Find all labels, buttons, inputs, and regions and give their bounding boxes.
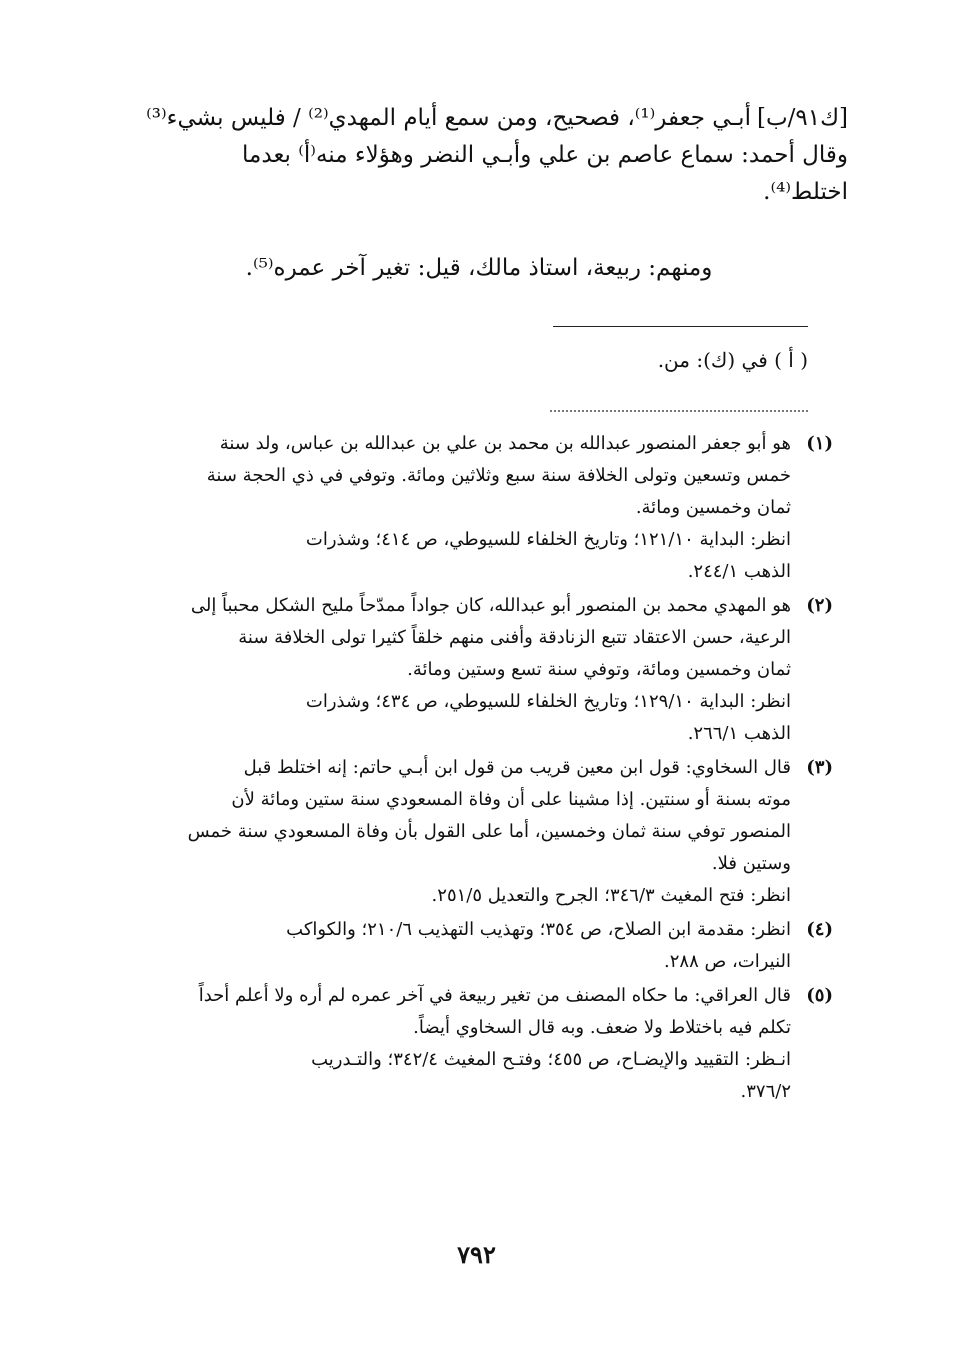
footnotes bbox=[133, 428, 833, 1110]
footnote-number: (٥) bbox=[806, 985, 833, 1006]
footnote-number: (١) bbox=[806, 433, 833, 454]
footnote-line: الذهب ٢٤٤/١. bbox=[687, 561, 791, 582]
footnote-number: (٢) bbox=[806, 595, 833, 616]
footnote-line: انـظر: التقييد والإيضـاح، ص ٤٥٥؛ وفتـح المغيث ٣٤٢/٤؛ والتـدريب bbox=[311, 1049, 791, 1070]
footnote-line: هو أبو جعفر المنصور عبدالله بن محمد بن علي بن عبدالله بن عباس، ولد سنة bbox=[219, 433, 791, 454]
footnote-number: (٣) bbox=[806, 757, 833, 778]
footnote-line: انظر: البداية ١٢١/١٠؛ وتاريخ الخلفاء للسيوطي، ص ٤١٤؛ وشذرات bbox=[305, 529, 791, 550]
footnote-line: ثمان وخمسين ومائة. bbox=[635, 497, 791, 518]
footnote-line: المنصور توفي سنة ثمان وخمسين، أما على القول بأن وفاة المسعودي سنة خمس bbox=[187, 821, 791, 842]
footnote-line: انظر: فتح المغيث ٣٤٦/٣؛ الجرح والتعديل ٢٥١/٥. bbox=[431, 885, 791, 906]
footnote-line: خمس وتسعين وتولى الخلافة سنة سبع وثلاثين ومائة. وتوفي في ذي الحجة سنة bbox=[206, 465, 791, 486]
footnote-line: قال العراقي: ما حكاه المصنف من تغير ربيعة في آخر عمره لم أره ولا أعلم أحداً bbox=[198, 985, 791, 1006]
footnote-line: موته بسنة أو سنتين. إذا مشينا على أن وفاة المسعودي سنة ستين ومائة لأن bbox=[231, 789, 791, 810]
main-text-line: [ك٩١/ب]أبـي جعفر⁽¹⁾، فصحيح، ومن سمع أيام المهدي⁽²⁾ / فليس بشيء⁽³⁾ bbox=[146, 105, 848, 131]
footnote-separator bbox=[553, 326, 808, 327]
main-text bbox=[128, 100, 848, 211]
footnote-number: (٤) bbox=[806, 919, 833, 940]
main-text-line: اختلط⁽⁴⁾. bbox=[763, 179, 848, 205]
footnote-3 bbox=[133, 752, 833, 912]
footnote-4 bbox=[133, 914, 833, 978]
dotted-separator bbox=[550, 410, 808, 412]
footnote-line: تكلم فيه باختلاط ولا ضعف. وبه قال السخاوي أيضاً. bbox=[413, 1017, 791, 1038]
footnote-line: قال السخاوي: قول ابن معين قريب من قول ابن أبـي حاتم: إنه اختلط قبل bbox=[243, 757, 791, 778]
variant-note: ( أ ) في (ك): من. bbox=[657, 348, 808, 372]
main-text-centered-line: ومنهم: ربيعة، استاذ مالك، قيل: تغير آخر عمره⁽⁵⁾. bbox=[245, 255, 713, 281]
footnote-line: الذهب ٢٦٦/١. bbox=[687, 723, 791, 744]
footnote-line: ثمان وخمسين ومائة، وتوفي سنة تسع وستين ومائة. bbox=[407, 659, 791, 680]
manuscript-folio-marker: [ك٩١/ب] bbox=[756, 105, 848, 131]
main-text-line: وقال أحمد: سماع عاصم بن علي وأبـي النضر وهؤلاء منه⁽أ⁾ بعدما bbox=[242, 142, 848, 168]
footnote-line: ٣٧٦/٢. bbox=[740, 1081, 791, 1102]
footnote-line: انظر: البداية ١٢٩/١٠؛ وتاريخ الخلفاء للسيوطي، ص ٤٣٤؛ وشذرات bbox=[305, 691, 791, 712]
footnote-line: النيرات، ص ٢٨٨. bbox=[664, 951, 791, 972]
page-number: ٧٩٢ bbox=[457, 1240, 496, 1269]
footnote-line: هو المهدي محمد بن المنصور أبو عبدالله، كان جواداً ممدّحاً مليح الشكل محبباً إلى bbox=[190, 595, 791, 616]
footnote-1 bbox=[133, 428, 833, 588]
footnote-5 bbox=[133, 980, 833, 1108]
footnote-line: الرعية، حسن الاعتقاد تتبع الزنادقة وأفنى منهم خلقاً كثيرا تولى الخلافة سنة bbox=[238, 627, 791, 648]
footnote-line: انظر: مقدمة ابن الصلاح، ص ٣٥٤؛ وتهذيب التهذيب ٢١٠/٦؛ والكواكب bbox=[286, 919, 791, 940]
footnote-line: وستين فلا. bbox=[711, 853, 791, 874]
footnote-2 bbox=[133, 590, 833, 750]
